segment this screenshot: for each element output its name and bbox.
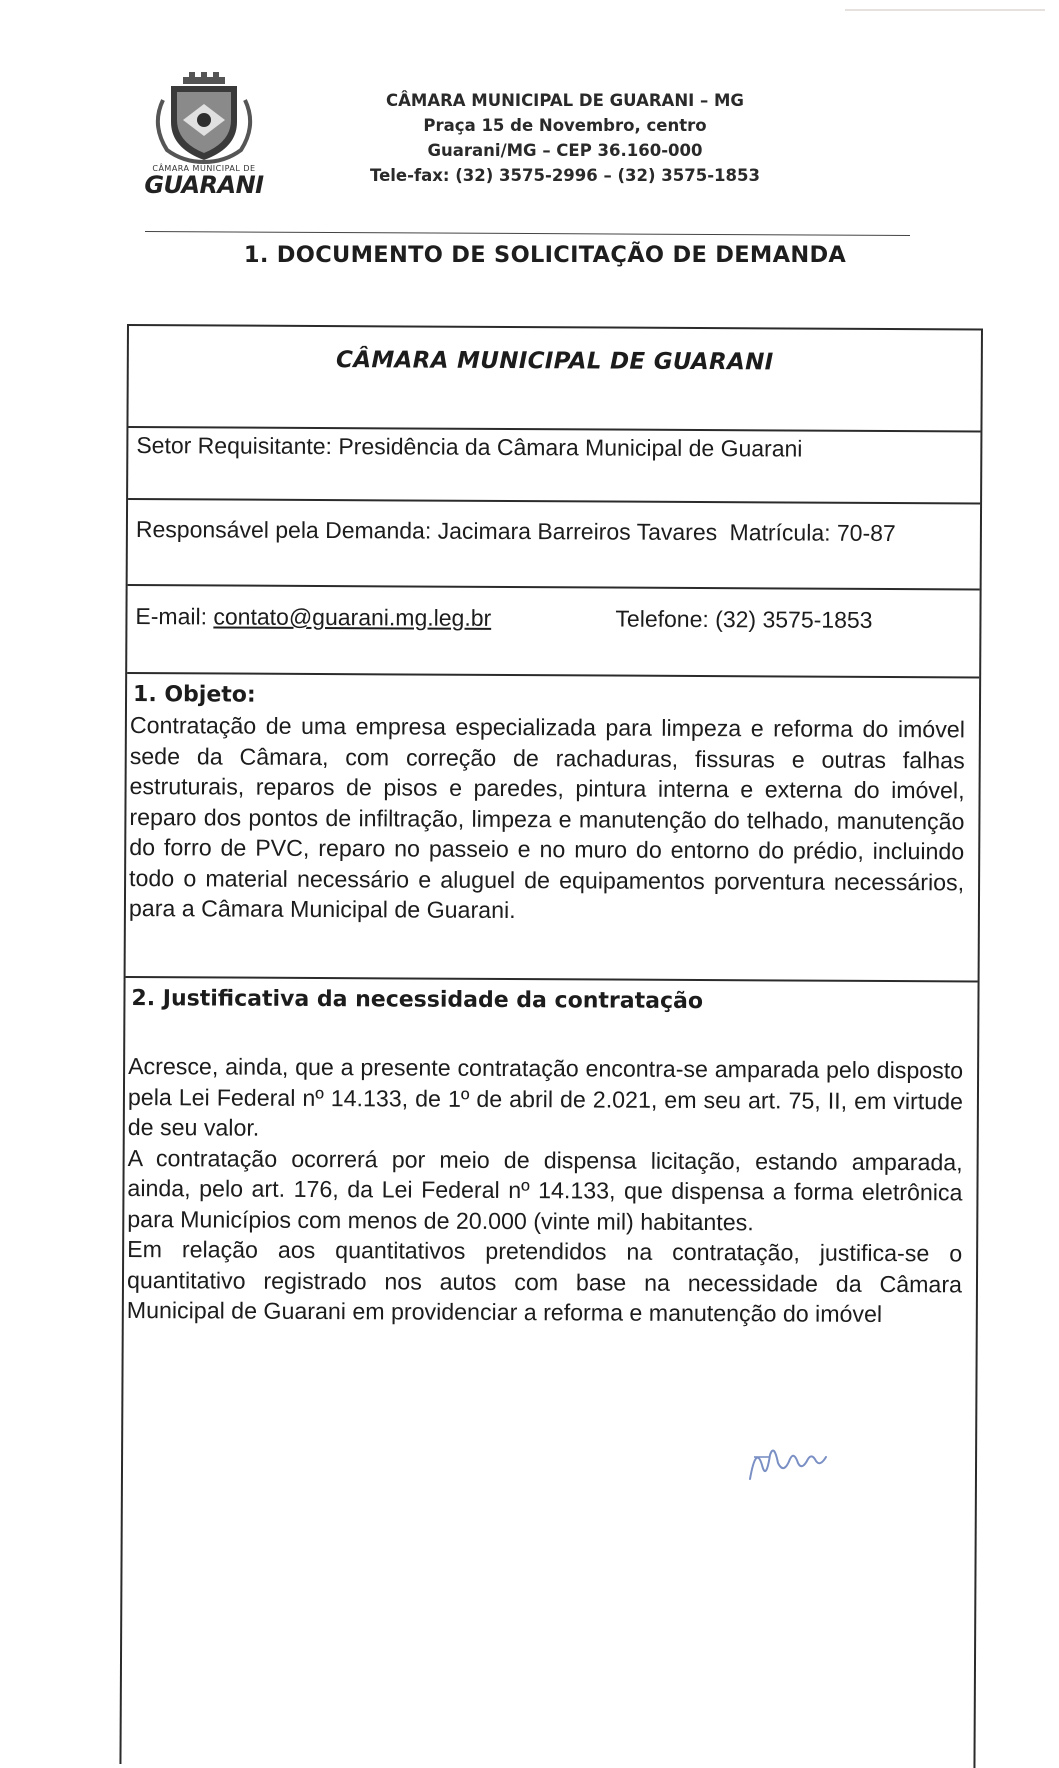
scan-mark [845,9,1045,11]
letterhead [320,88,810,188]
justificativa-heading: 2. Justificativa da necessidade da contratação [131,986,704,1015]
objeto-heading: 1. Objeto: [132,682,256,708]
responsavel-field [136,516,968,547]
logo-caption: CÂMARA MUNICIPAL DE [152,164,256,173]
logo-word: GUARANI [144,171,264,199]
letterhead-line-3: Guarani/MG – CEP 36.160-000 [427,141,703,160]
setor-field: Setor Requisitante: Presidência da Câmara Municipal de Guarani [136,432,803,462]
justificativa-paragraph-3: Em relação aos quantitativos pretendidos na contratação, justifica-se o quantitativo registrado nos autos com base na necessidade da Câmara Municipal de Guarani em providenciar a reforma e manutenção do imóvel [126,1236,963,1327]
objeto-text [129,710,965,928]
contact-row [135,603,967,634]
header-divider [145,231,910,236]
demand-form-table [119,324,983,1768]
letterhead-line-4: Tele-fax: (32) 3575-2996 – (32) 3575-1853 [370,166,760,185]
matricula-field: Matrícula: 70-87 [729,519,896,547]
responsavel-label: Responsável pela Demanda: [135,516,432,544]
justificativa-paragraph-2: A contratação ocorrerá por meio de dispensa licitação, estando amparada, ainda, pelo art. 176, da Lei Federal nº 14.133, que dispensa a forma eletrônica para Municípios com menos de 20.000 (vinte mil) habitantes. [127,1144,963,1235]
document-title: 1. DOCUMENTO DE SOLICITAÇÃO DE DEMANDA [243,242,847,268]
row-divider [128,498,980,504]
objeto-paragraph: Contratação de uma empresa especializada para limpeza e reforma do imóvel sede da Câmara, com correção de rachaduras, fissuras e outras falhas estruturais, reparos de pisos e paredes, pintura interna e externa do imóvel, reparo dos pontos de infiltração, limpeza e manutenção do telhado, manutenção do forro de PVC, reparo no passeio e no muro do entorno do prédio, incluindo todo o material necessário e aluguel de equipamentos porventura necessários, para a Câmara Municipal de Guarani. [128,712,965,924]
email-link[interactable]: contato@guarani.mg.leg.br [213,603,492,631]
form-title: CÂMARA MUNICIPAL DE GUARANI [336,347,774,376]
responsavel-value: Jacimara Barreiros Tavares [437,517,718,546]
justificativa-paragraph-1: Acresce, ainda, que a presente contratação encontra-se amparada pelo disposto pela Lei Federal nº 14.133, de 1º de abril de 2.021, em seu art. 75, II, em virtude de seu valor. [127,1053,964,1141]
coat-of-arms-icon [143,70,265,165]
handwritten-signature [740,1435,840,1485]
camara-logo [143,70,273,199]
letterhead-line-2: Praça 15 de Novembro, centro [423,116,707,135]
row-divider [128,584,980,590]
justificativa-text [127,1051,963,1330]
email-label: E-mail: [135,603,208,630]
telefone-field: Telefone: (32) 3575-1853 [615,605,873,633]
row-divider [127,672,979,678]
row-divider [128,426,980,432]
letterhead-line-1: CÂMARA MUNICIPAL DE GUARANI – MG [386,91,744,110]
row-divider [126,976,978,982]
